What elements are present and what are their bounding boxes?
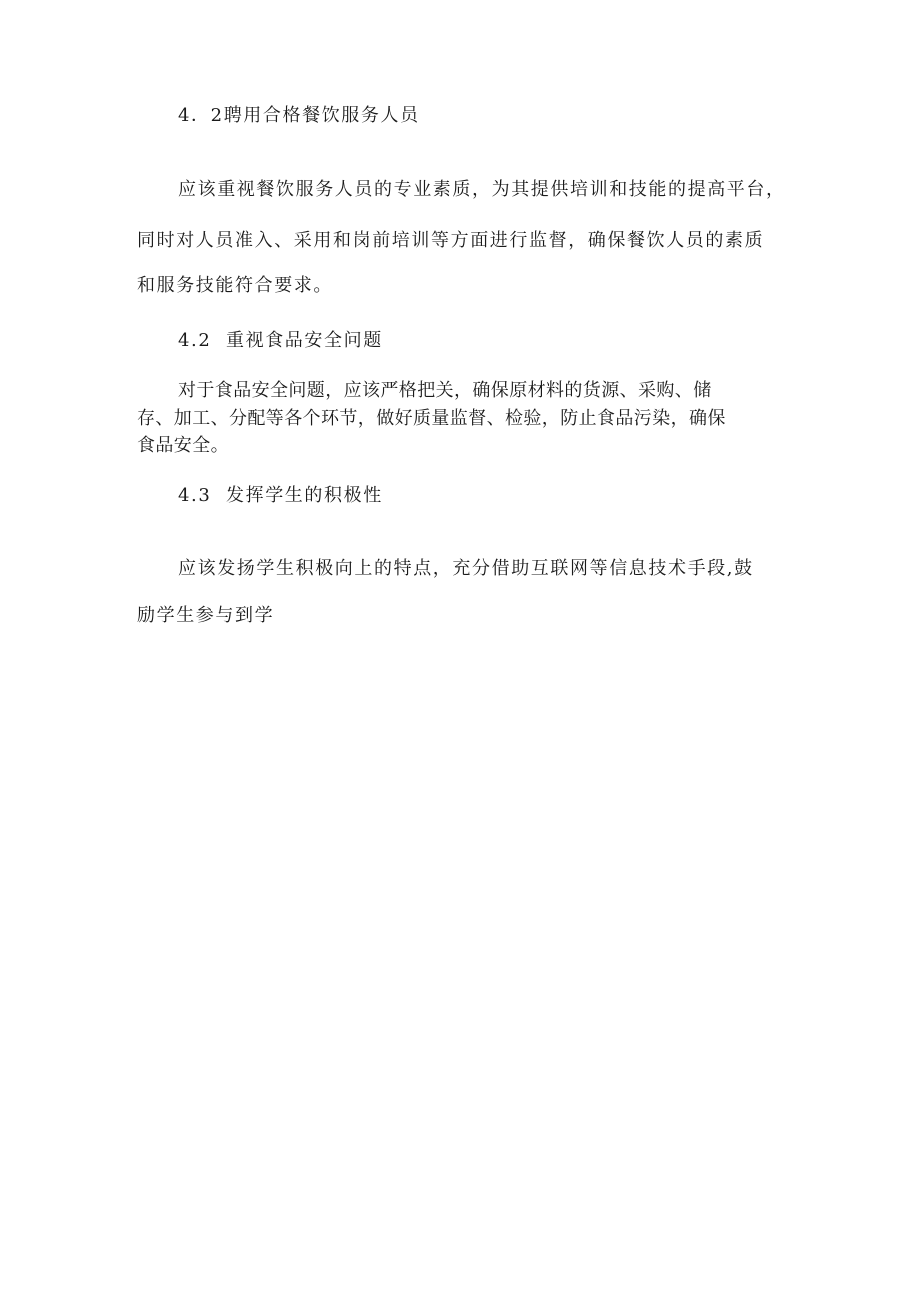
section-number: 4.2: [178, 330, 212, 351]
paragraph-line: 和服务技能符合要求。: [137, 275, 333, 296]
section-heading-4-2-staff: 4．2聘用合格餐饮服务人员: [178, 105, 420, 126]
paragraph-line: 存、加工、分配等各个环节，做好质量监督、检验，防止食品污染，确保: [137, 408, 726, 429]
paragraph-line: 同时对人员准入、采用和岗前培训等方面进行监督，确保餐饮人员的素质: [137, 230, 765, 251]
section-title: 重视食品安全问题: [226, 330, 383, 351]
section-title: 发挥学生的积极性: [226, 485, 383, 506]
paragraph-line: 应该发扬学生积极向上的特点，充分借助互联网等信息技术手段,鼓: [178, 558, 754, 579]
paragraph-line: 对于食品安全问题，应该严格把关，确保原材料的货源、采购、储: [178, 380, 712, 401]
section-heading-4-2-food-safety: [178, 329, 383, 353]
section-number: 4.3: [178, 485, 212, 506]
paragraph-line: 食品安全。: [137, 435, 229, 456]
paragraph-line: 励学生参与到学: [137, 605, 275, 626]
paragraph-line: 应该重视餐饮服务人员的专业素质，为其提供培训和技能的提高平台，: [178, 179, 786, 200]
section-heading-4-3: [178, 484, 383, 508]
